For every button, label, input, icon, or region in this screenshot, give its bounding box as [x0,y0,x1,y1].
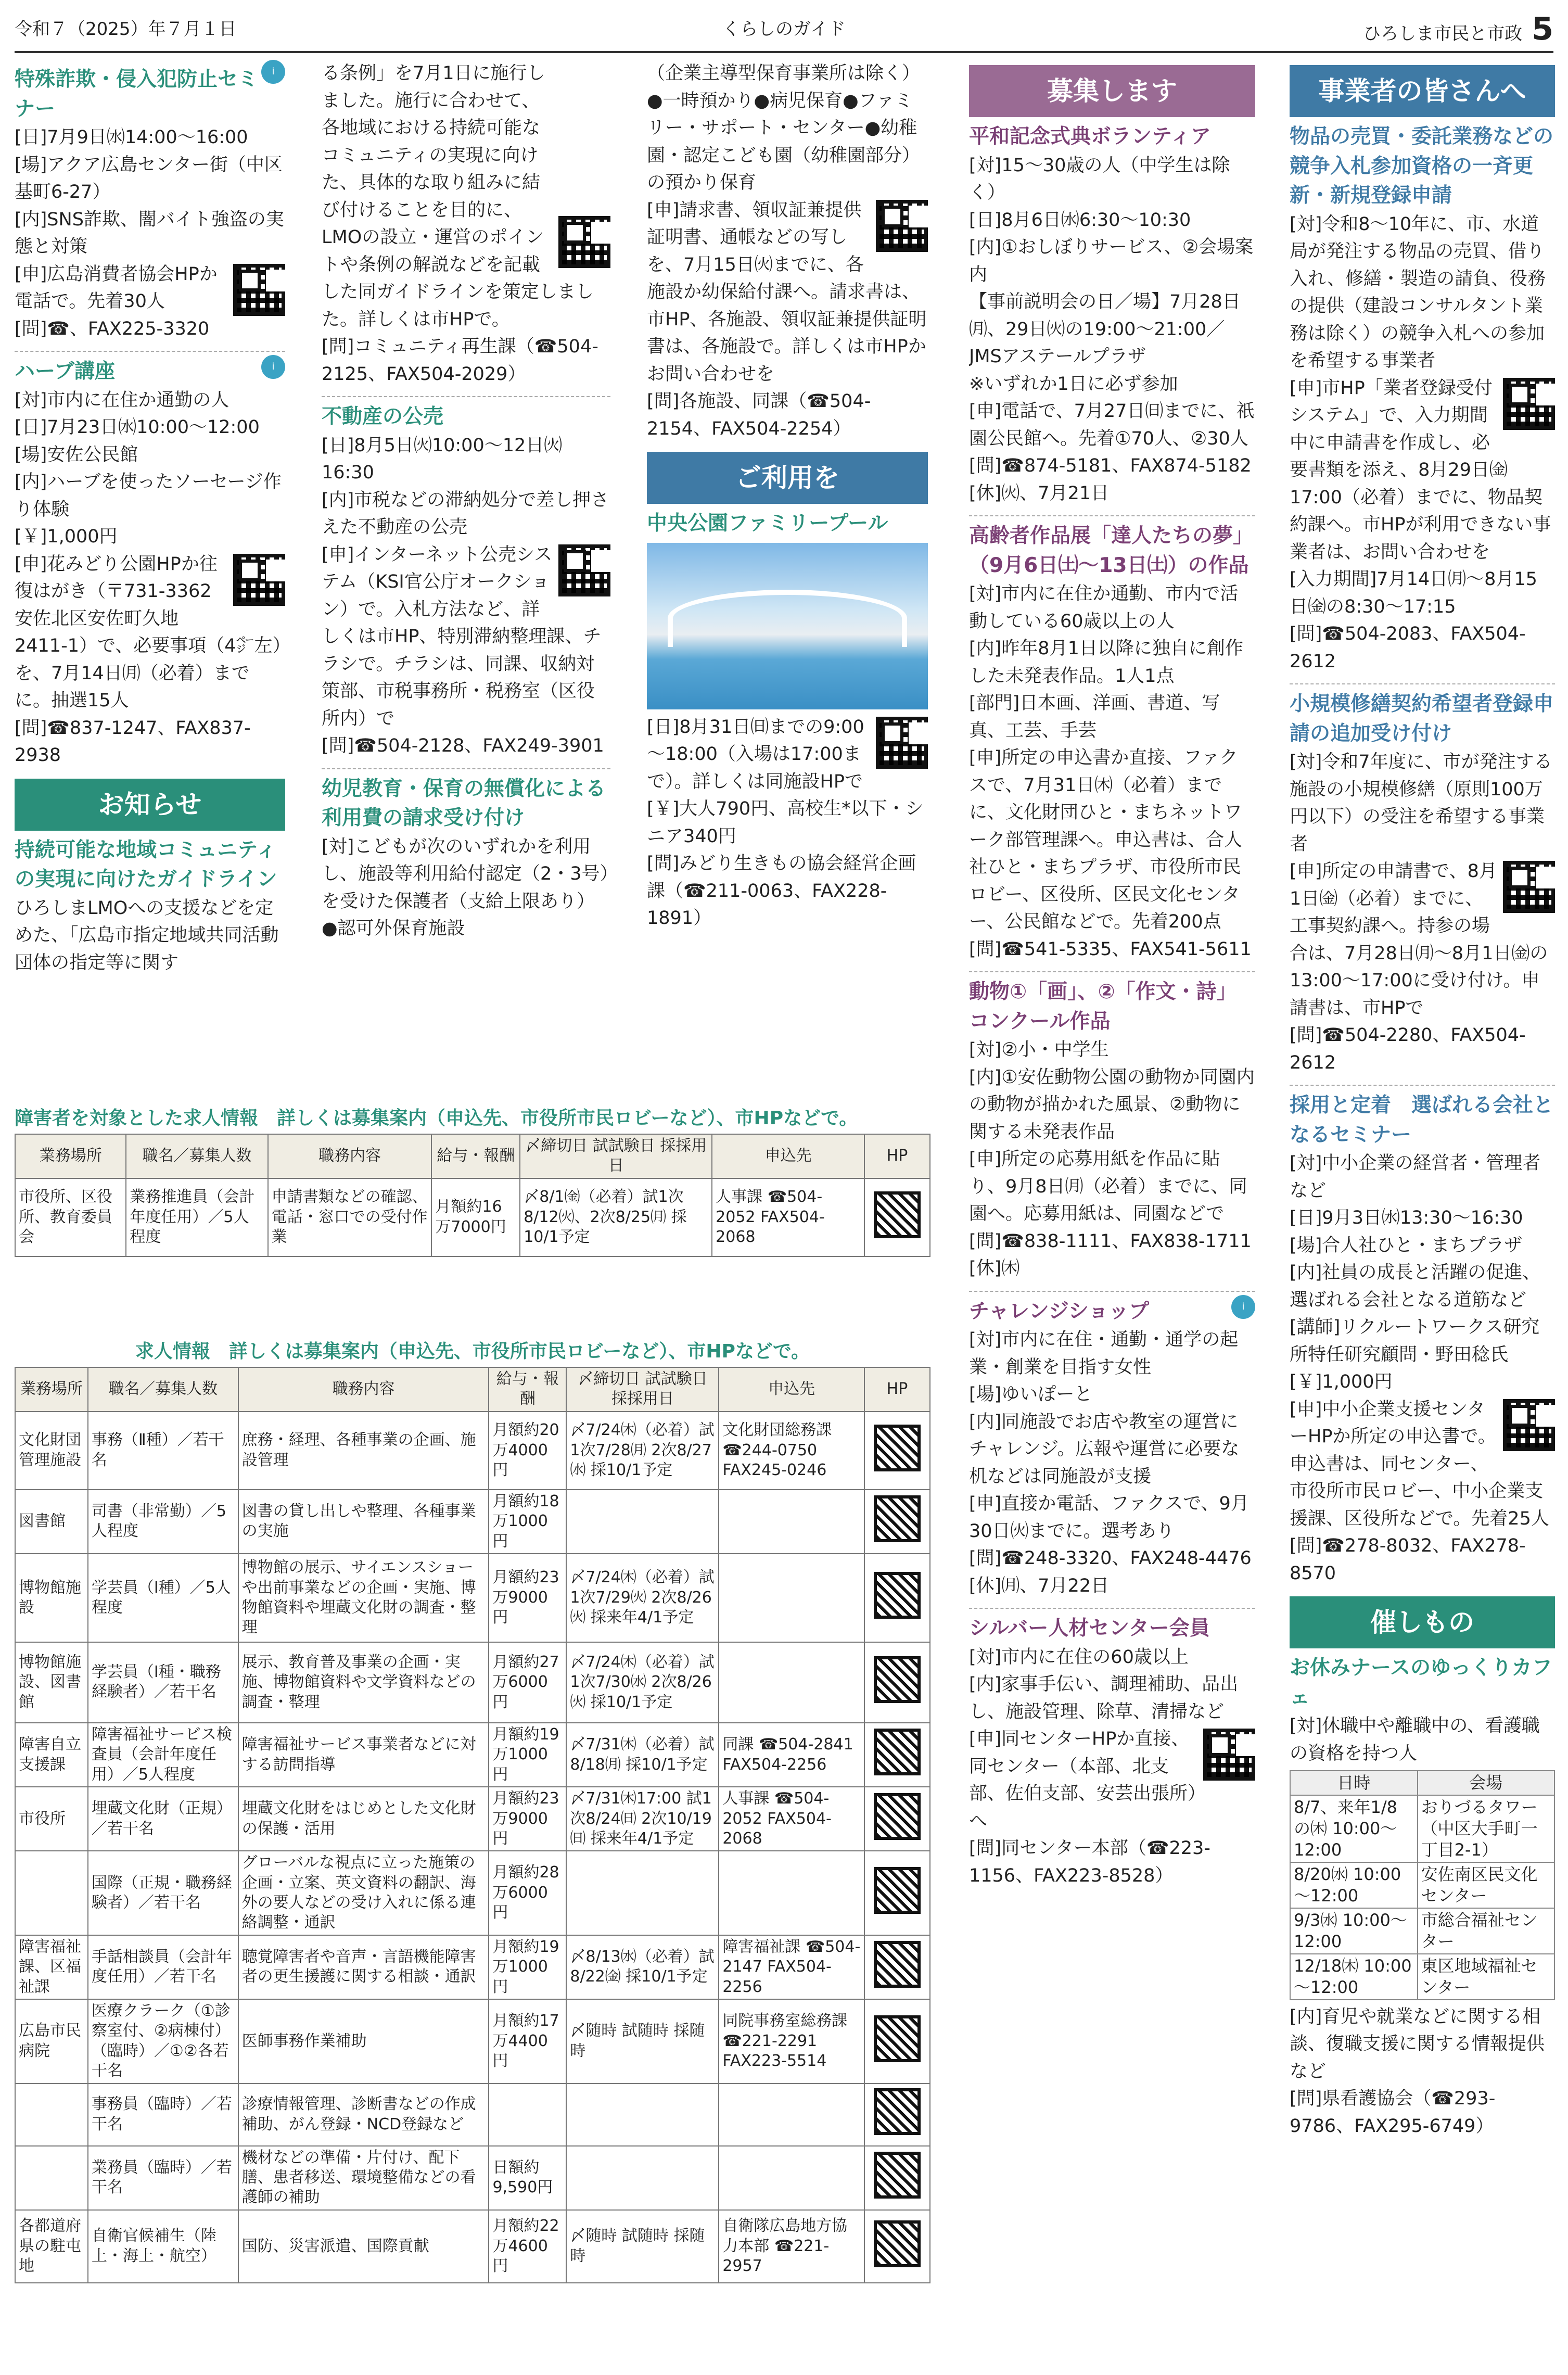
table-row [15,1554,930,1642]
article-line: [日]8月6日㈬6:30～10:30 [969,209,1191,231]
cell-date: 12/18㈭ 10:00～12:00 [1290,1954,1418,2000]
cell: 市役所 [15,1787,88,1851]
table-row [15,1723,930,1787]
cell-venue: 東区地域福祉センター [1418,1954,1554,2000]
cell: 月額約19万1000円 [489,1723,566,1787]
divider [969,515,1255,516]
article-line: [申]所定の申請書で、8月1日㈮（必着）までに、工事契約課へ。持参の場合は、7月28日㈪～8月1日㈮の13:00～17:00に受け付け。申請書は、市HPで [1290,861,1548,1019]
article-line: [問]コミュニティ再生課（☎504-2125、FAX504-2029） [322,336,598,385]
table-row [15,1851,930,1935]
table-row [1290,1954,1554,2000]
article-line: ※いずれか1日に必ず参加 [969,373,1178,395]
column-1 [15,60,285,1096]
qr-cell[interactable] [864,1999,930,2084]
article-line: [問]県看護協会（☎293-9786、FAX295-6749） [1290,2088,1496,2137]
cell: 博物館の展示、サイエンスショーや出前事業などの企画・実施、博物館資料や埋蔵文化財の調査・整理 [238,1554,489,1642]
cell: 埋蔵文化財をはじめとした文化財の保護・活用 [238,1787,489,1851]
cell: 広島市民病院 [15,1999,88,2084]
cell: 月額約27万6000円 [489,1642,566,1723]
cell [15,2084,88,2146]
qr-code-icon[interactable] [876,200,928,252]
col-header: 職名／募集人数 [126,1134,267,1178]
article-line: [対]令和8～10年に、市、水道局が発注する物品の売買、借り入れ、修繕・製造の請負、役務の提供（建設コンサルタント業務は除く）の競争入札への参加を希望する事業者 [1290,213,1546,372]
cell-date: 8/20㈬ 10:00～12:00 [1290,1862,1418,1908]
column-2 [322,60,610,1096]
cell: 診療情報管理、診断書などの作成補助、がん登録・NCD登録など [238,2084,489,2146]
col-header: 業務場所 [15,1134,126,1178]
article-body: [対]こどもが次のいずれかを利用し、施設等利用給付認定（2・3号）を受けた保護者（支給上限あり）●認可外保育施設 [322,836,609,939]
qr-code-icon[interactable] [233,264,285,316]
cell: 障害福祉課 ☎504-2147 FAX504-2256 [719,1935,864,1999]
cell-date: 9/3㈬ 10:00～12:00 [1290,1908,1418,1954]
qr-code-icon[interactable] [233,554,285,606]
cell [719,1554,864,1642]
qr-cell[interactable] [864,1723,930,1787]
article-line: [対]令和7年度に、市が発注する施設の小規模修繕（原則100万円以下）の受注を希望する事業者 [1290,752,1552,855]
table-row [15,1999,930,2084]
article-line: [申]同センターHPか直接、同センター（本部、北支部、佐伯支部、安芸出張所）へ [969,1729,1197,1832]
article-line: [休]㈭ [969,1258,1020,1279]
cell: 庶務・経理、各種事業の企画、施設管理 [238,1412,489,1490]
qr-code-icon[interactable] [874,1656,921,1703]
qr-code-icon[interactable] [874,1495,921,1542]
col-header: 〆締切日 試試験日 採採用日 [520,1134,712,1178]
col-header: 職務内容 [268,1134,432,1178]
cell: 〆8/1㈮（必着）試1次8/12㈫、2次8/25㈪ 採10/1予定 [520,1178,712,1256]
article-line: [休]㈪、7月22日 [969,1575,1110,1596]
cell: 同課 ☎504-2841 FAX504-2256 [719,1723,864,1787]
article-line: [申]市HP「業者登録受付システム」で、入力期間中に申請書を作成し、必要書類を添え、8月29日㈮17:00（必着）までに、物品契約課へ。市HPが利用できない事業者は、お問い合わせを [1290,377,1551,563]
article-line: [対]休職中や離職中の、看護職の資格を持つ人 [1290,1716,1540,1764]
cell: 司書（非常勤）／5人程度 [88,1490,238,1554]
cell: 機材などの準備・片付け、配下膳、患者移送、環境整備などの看護師の補助 [238,2146,489,2210]
table-row [15,1490,930,1554]
qr-code-icon[interactable] [876,717,928,769]
info-badge-icon: i [261,60,285,84]
qr-cell[interactable] [864,1642,930,1723]
article-line: [問]☎874-5181、FAX874-5182 [969,455,1252,477]
article-line: [申]所定の申込書か直接、ファクスで、7月31日㈭（必着）までに、文化財団ひと・まちネットワーク部管理課へ。申込書は、合人社ひと・まちプラザ、市役所市民ロビー、区役所、区民文化センター、公民館などで。先着200点 [969,747,1243,933]
qr-code-icon[interactable] [558,544,610,596]
qr-cell[interactable] [864,2210,930,2283]
article-line: [問]☎541-5335、FAX541-5611 [969,938,1252,960]
table-row [1290,1795,1554,1862]
section-band-business: 事業者の皆さんへ [1290,65,1555,117]
article-title-bidding: 物品の売買・委託業務などの競争入札参加資格の一斉更新・新規登録申請 [1290,125,1554,208]
article-line: [問]☎、FAX225-3320 [15,318,210,339]
cell-date: 8/7、来年1/8の㈭ 10:00～12:00 [1290,1795,1418,1862]
article-line: [問]☎504-2128、FAX249-3901 [322,735,604,757]
article-line: [場]合人社ひと・まちプラザ [1290,1235,1523,1256]
article-line: [申]中小企業支援センターHPか所定の申込書で。申込書は、同センター、市役所市民ロビー、中小企業支援課、区役所などで。先着25人 [1290,1399,1549,1529]
col-header: 〆締切日 試試験日 採採用日 [566,1367,719,1412]
jobs2-body [15,1412,930,2283]
article-line: [日]7月23日㈬10:00～12:00 [15,417,260,438]
cell: 障害福祉課、区福祉課 [15,1935,88,1999]
cell: 月額約23万9000円 [489,1787,566,1851]
article-line: [場]安佐公民館 [15,444,138,465]
cell: 学芸員（Ⅰ種・職務経験者）／若干名 [88,1642,238,1723]
qr-code-icon[interactable] [874,1941,921,1988]
article-line: [対]市内に在住・通勤・通学の起業・創業を目指す女性 [969,1329,1239,1378]
col-header: 申込先 [719,1367,864,1412]
cell: 〆8/13㈬（必着）試8/22㈮ 採10/1予定 [566,1935,719,1999]
article-line: [内]①安佐動物公園の動物か同園内の動物が描かれた風景、②動物に関する未発表作品 [969,1066,1255,1142]
page-header [15,7,1553,53]
col-header: 給与・報酬 [431,1134,520,1178]
divider [969,971,1255,972]
qr-cell[interactable] [864,1851,930,1935]
cell: 〆7/31㈭17:00 試1次8/24㈰ 2次10/19㈰ 採来年4/1予定 [566,1787,719,1851]
cell [719,1851,864,1935]
article-body: （企業主導型保育事業所は除く）●一時預かり●病児保育●ファミリー・サポート・センター●幼稚園・認定こども園（幼稚園部分）の預かり保育 [647,63,921,193]
article-line: [対]市内に在住か通勤、市内で活動している60歳以上の人 [969,583,1239,632]
cell: 事務員（臨時）／若干名 [88,2084,238,2146]
article-line: [内]昨年8月1日以降に独自に創作した未発表作品。1人1点 [969,638,1243,687]
col-header: 業務場所 [15,1367,88,1412]
qr-code-icon[interactable] [1503,1399,1555,1451]
cell: 〆7/24㈭（必着）試1次7/28㈪ 2次8/27㈬ 採10/1予定 [566,1412,719,1490]
col-header: 会場 [1418,1771,1554,1795]
article-line: [講師]リクルートワークス研究所特任研究顧問・野田稔氏 [1290,1317,1540,1365]
qr-code-icon[interactable] [874,1729,921,1775]
article-line: [￥]1,000円 [15,526,118,548]
cell: 学芸員（Ⅰ種）／5人程度 [88,1554,238,1642]
qr-code-icon[interactable] [874,2015,921,2062]
col-header: HP [864,1134,930,1178]
cell: 各都道府県の駐屯地 [15,2210,88,2283]
qr-cell[interactable] [864,1490,930,1554]
cell: 障害自立支援課 [15,1723,88,1787]
jobs1-heading: 障害者を対象とした求人情報 詳しくは募集案内（申込先、市役所市民ロビーなど）、市HPなどで。 [15,1108,858,1129]
table-row [15,1935,930,1999]
cell: 月額約19万1000円 [489,1935,566,1999]
article-line: [休]㈫、7月21日 [969,482,1110,504]
article-line: [申]直接か電話、ファクスで、9月30日㈫までに。選考あり [969,1493,1249,1542]
stadium-dome [668,590,907,647]
cell: 国防、災害派遣、国際貢献 [238,2210,489,2283]
qr-code-icon[interactable] [874,1572,921,1619]
cell: 展示、教育普及事業の企画・実施、博物館資料や文学資料などの調査・整理 [238,1642,489,1723]
qr-cell[interactable] [864,2146,930,2210]
article-line: [申]広島消費者協会HPか電話で。先着30人 [15,263,218,312]
article-line: [問]☎278-8032、FAX278-8570 [1290,1535,1526,1584]
divider [1290,683,1555,684]
article-title-hiring-seminar: 採用と定着 選ばれる会社となるセミナー [1290,1094,1554,1147]
qr-cell[interactable] [864,1787,930,1851]
article-body: る条例」を7月1日に施行しました。施行に合わせて、各地域における持続可能なコミュニティの実現に向けた、具体的な取り組みに結び付けることを目的に、LMOの設立・運営のポイントや条例の解説などを記載した同ガイドラインを策定しました。詳しくは市HPで。 [322,63,594,330]
article-line: [問]みどり生きもの協会経営企画課（☎211-0063、FAX228-1891） [647,853,916,929]
article-line: [問]同センター本部（☎223-1156、FAX223-8528） [969,1838,1210,1886]
section-band-events: 催しもの [1290,1596,1555,1648]
cell: 月額約23万9000円 [489,1554,566,1642]
cell [719,1490,864,1554]
cell: 障害福祉サービス事業者などに対する訪問指導 [238,1723,489,1787]
article-line: [内]ハーブを使ったソーセージ作り体験 [15,472,282,520]
divider [1290,1085,1555,1086]
article-title-silver-center: シルバー人材センター会員 [969,1617,1210,1641]
divider [969,1608,1255,1609]
cafe-schedule-table [1290,1770,1555,2000]
table-row [15,1412,930,1490]
article-line: [申]所定の応募用紙を作品に貼り、9月8日㈪（必着）までに、同園へ。応募用紙は、同園などで [969,1149,1247,1225]
qr-code-icon[interactable] [1203,1729,1255,1781]
article-line: [申]請求書、領収証兼提供証明書、通帳などの写しを、7月15日㈫までに、各施設か幼保給付課へ。請求書は、市HP、各施設、領収証兼提供証明書は、各施設で。詳しくは市HPかお問い合わせを [647,199,927,385]
article-line: [問]各施設、同課（☎504-2154、FAX504-2254） [647,391,871,439]
cell [566,2084,719,2146]
article-title-senior-art: 高齢者作品展「達人たちの夢」（9月6日㈯～13日㈯）の作品 [969,524,1254,577]
article-line: [内]①おしぼりサービス、②会場案内 [969,237,1254,285]
cell: 日額約9,590円 [489,2146,566,2210]
article-line: [日]8月5日㈫10:00～12日㈫16:30 [322,435,563,484]
article-line: [問]☎248-3320、FAX248-4476 [969,1548,1252,1569]
article-line: [対]②小・中学生 [969,1039,1109,1061]
cell: 自衛官候補生（陸上・海上・航空） [88,2210,238,2283]
article-body: ひろしまLMOへの支援などを定めた、「広島市指定地域共同活動団体の指定等に関す [15,897,279,973]
table-row [15,2146,930,2210]
cell-venue: 市総合福祉センター [1418,1908,1554,1954]
cell: 自衛隊広島地方協力本部 ☎221-2957 [719,2210,864,2283]
qr-cell[interactable] [864,1935,930,1999]
divider [322,768,610,769]
article-line: 【事前説明会の日／場】7月28日㈪、29日㈫の19:00～21:00／JMSアステールプラザ [969,291,1241,367]
qr-code-icon[interactable] [874,1793,921,1840]
cell [15,1851,88,1935]
cell: 図書の貸し出しや整理、各種事業の実施 [238,1490,489,1554]
article-title-volunteer: 平和記念式典ボランティア [969,125,1211,148]
cell: 業務員（臨時）／若干名 [88,2146,238,2210]
section-band-use: ご利用を [647,452,928,504]
article-title-fraud-seminar: 特殊詐欺・侵入犯防止セミナー [15,68,259,121]
article-line: [内]育児や就業などに関する相談、復職支援に関する情報提供など [1290,2006,1545,2082]
qr-cell[interactable] [864,1178,930,1256]
qr-code-icon[interactable] [874,2220,921,2267]
article-line: [問]☎838-1111、FAX838-1711 [969,1230,1252,1252]
cell: 市役所、区役所、教育委員会 [15,1178,126,1256]
section-band-notices: お知らせ [15,779,285,831]
cell: 文化財団管理施設 [15,1412,88,1490]
cell: 事務（Ⅱ種）／若干名 [88,1412,238,1490]
section-name: くらしのガイド [722,18,846,40]
article-title-auction: 不動産の公売 [322,405,444,428]
cell: 手話相談員（会計年度任用）／若干名 [88,1935,238,1999]
article-title-challenge-shop: チャレンジショップ [969,1299,1150,1323]
qr-code-icon[interactable] [558,216,610,268]
article-line: [対]15～30歳の人（中学生は除く） [969,155,1230,204]
jobs2-table [15,1367,930,2283]
article-line: [内]SNS詐欺、闇バイト強盗の実態と対策 [15,209,284,258]
table-row [1290,1862,1554,1908]
qr-code-icon[interactable] [1503,378,1555,430]
article-line: [￥]大人790円、高校生*以下・シニア340円 [647,798,924,847]
article-title-childcare: 幼児教育・保育の無償化による利用費の請求受け付け [322,777,606,830]
pool-photo [647,543,928,709]
article-line: [問]☎504-2280、FAX504-2612 [1290,1025,1526,1073]
article-line: [部門]日本画、洋画、書道、写真、工芸、手芸 [969,693,1220,741]
cell: 月額約28万6000円 [489,1851,566,1935]
article-line: [対]市内に在住か通勤の人 [15,389,230,411]
page-number: 5 [1532,11,1553,47]
article-title-community: 持続可能な地域コミュニティの実現に向けたガイドライン [15,838,277,892]
table-row [1290,1908,1554,1954]
section-band-recruit: 募集します [969,65,1255,117]
cell: 国際（正規・職務経験者）／若干名 [88,1851,238,1935]
article-line: [日]7月9日㈬14:00～16:00 [15,127,248,148]
cell: 医師事務作業補助 [238,1999,489,2084]
article-line: [日]9月3日㈬13:30～16:30 [1290,1208,1523,1229]
cell: 博物館施設、図書館 [15,1642,88,1723]
divider [322,396,610,397]
article-line: [対]中小企業の経営者・管理者など [1290,1153,1541,1201]
qr-cell[interactable] [864,1554,930,1642]
article-line: [申]インターネット公売システム（KSI官公庁オークション）で。入札方法など、詳しくは市HP、特別滞納整理課、チラシで。チラシは、同課、収納対策部、市税事務所・税務室（区役所内）で [322,544,602,729]
article-line: [内]市税などの滞納処分で差し押さえた不動産の公売 [322,489,609,538]
info-badge-icon: i [261,355,285,379]
table-row [15,2084,930,2146]
cell: 文化財団総務課 ☎244-0750 FAX245-0246 [719,1412,864,1490]
cell: 〆随時 試随時 採随時 [566,2210,719,2283]
cell: 月額約16万7000円 [431,1178,520,1256]
publication: ひろしま市民と市政 5 [1363,11,1553,47]
cell: 〆7/24㈭（必着）試1次7/29㈫ 2次8/26㈫ 採来年4/1予定 [566,1554,719,1642]
cell: 人事課 ☎504-2052 FAX504-2068 [719,1787,864,1851]
column-3 [647,60,928,1096]
article-line: [内]同施設でお店や教室の運営にチャレンジ。広報や運営に必要な机などは同施設が支援 [969,1411,1240,1487]
article-line: [対]市内に在住の60歳以上 [969,1646,1189,1668]
cell [489,2084,566,2146]
qr-code-icon[interactable] [874,2152,921,2199]
cell: 埋蔵文化財（正規）／若干名 [88,1787,238,1851]
divider [15,351,285,352]
article-title-herb: ハーブ講座 [15,360,116,384]
article-line: [申]花みどり公園HPか往復はがき（〒731-3362 安佐北区安佐町久地2411-1）で、必要事項（4㌻左）を、7月14日㈪（必着）までに。抽選15人 [15,553,282,712]
jobs1-table [15,1134,930,1257]
cell: 月額約18万1000円 [489,1490,566,1554]
cell: 障害福祉サービス検査員（会計年度任用）／5人程度 [88,1723,238,1787]
article-line: [問]☎504-2083、FAX504-2612 [1290,624,1526,672]
col-header: 申込先 [712,1134,864,1178]
cell [719,2146,864,2210]
cell: 〆7/31㈭（必着）試8/18㈪ 採10/1予定 [566,1723,719,1787]
column-4 [969,60,1255,2360]
col-header: 給与・報酬 [489,1367,566,1412]
cell: 医療クラーク（①診察室付、②病棟付）（臨時）／①②各若干名 [88,1999,238,2084]
article-line: [入力期間]7月14日㈪～8月15日㈮の8:30～17:15 [1290,569,1537,617]
cell [719,2084,864,2146]
qr-code-icon[interactable] [874,2088,921,2135]
cell [15,2146,88,2210]
article-line: [内]家事手伝い、調理補助、品出し、施設管理、除草、清掃など [969,1674,1239,1722]
cell [566,2146,719,2210]
article-title-repair: 小規模修繕契約希望者登録申請の追加受け付け [1290,692,1554,745]
divider [969,1291,1255,1292]
article-line: [問]☎837-1247、FAX837-2938 [15,717,251,766]
col-header: 職名／募集人数 [88,1367,238,1412]
cell: グローバルな視点に立った施策の企画・立案、英文資料の翻訳、海外の要人などの受け入れに係る連絡調整・通訳 [238,1851,489,1935]
cell [566,1490,719,1554]
cell: 業務推進員（会計年度任用）／5人程度 [126,1178,267,1256]
issue-date: 令和７（2025）年７月１日 [15,18,237,40]
cell: 人事課 ☎504-2052 FAX504-2068 [712,1178,864,1256]
cell: 同院事務室総務課 ☎221-2291 FAX223-5514 [719,1999,864,2084]
qr-code-icon[interactable] [874,1867,921,1914]
article-line: [￥]1,000円 [1290,1371,1393,1393]
col-header: 職務内容 [238,1367,489,1412]
qr-cell[interactable] [864,2084,930,2146]
cell-venue: 安佐南区民文化センター [1418,1862,1554,1908]
cell: 月額約20万4000円 [489,1412,566,1490]
article-line: [申]電話で、7月27日㈰までに、祇園公民館へ。先着①70人、②30人 [969,401,1255,449]
cell: 月額約22万4600円 [489,2210,566,2283]
cell-venue: おりづるタワー（中区大手町一丁目2-1） [1418,1795,1554,1862]
article-line: [場]アクア広島センター街（中区基町6-27） [15,154,283,203]
cell: 〆随時 試随時 採随時 [566,1999,719,2084]
table-row [15,1787,930,1851]
jobs2-heading: 求人情報 詳しくは募集案内（申込先、市役所市民ロビーなど）、市HPなどで。 [135,1341,810,1362]
cell: 〆7/24㈭（必着）試1次7/30㈬ 2次8/26㈫ 採10/1予定 [566,1642,719,1723]
article-line: [日]8月31日㈰までの9:00～18:00（入場は17:00まで）。詳しくは同施設HPで [647,716,864,792]
column-5 [1290,60,1555,2360]
info-badge-icon: i [1231,1295,1255,1319]
table-row [15,2210,930,2283]
table-row [15,1642,930,1723]
article-title-animal-contest: 動物①「画」、②「作文・詩」コンクール作品 [969,980,1237,1033]
cell [719,1642,864,1723]
qr-code-icon[interactable] [874,1425,921,1471]
col-header: 日時 [1290,1771,1418,1795]
article-line: [内]社員の成長と活躍の促進、選ばれる会社となる道筋など [1290,1262,1541,1311]
article-title-pool: 中央公園ファミリープール [647,512,888,535]
article-title-nurse-cafe: お休みナースのゆっくりカフェ [1290,1656,1552,1709]
qr-code-icon[interactable] [874,1191,921,1238]
table-row [15,1178,930,1256]
cell [566,1851,719,1935]
cell: 博物館施設 [15,1554,88,1642]
cell: 図書館 [15,1490,88,1554]
cell: 申請書類などの確認、電話・窓口での受付作業 [268,1178,432,1256]
col-header: HP [864,1367,930,1412]
cell: 月額約17万4400円 [489,1999,566,2084]
qr-cell[interactable] [864,1412,930,1490]
cell: 聴覚障害者や音声・言語機能障害者の更生援護に関する相談・通訳 [238,1935,489,1999]
qr-code-icon[interactable] [1503,861,1555,913]
article-line: [場]ゆいぽーと [969,1384,1093,1405]
